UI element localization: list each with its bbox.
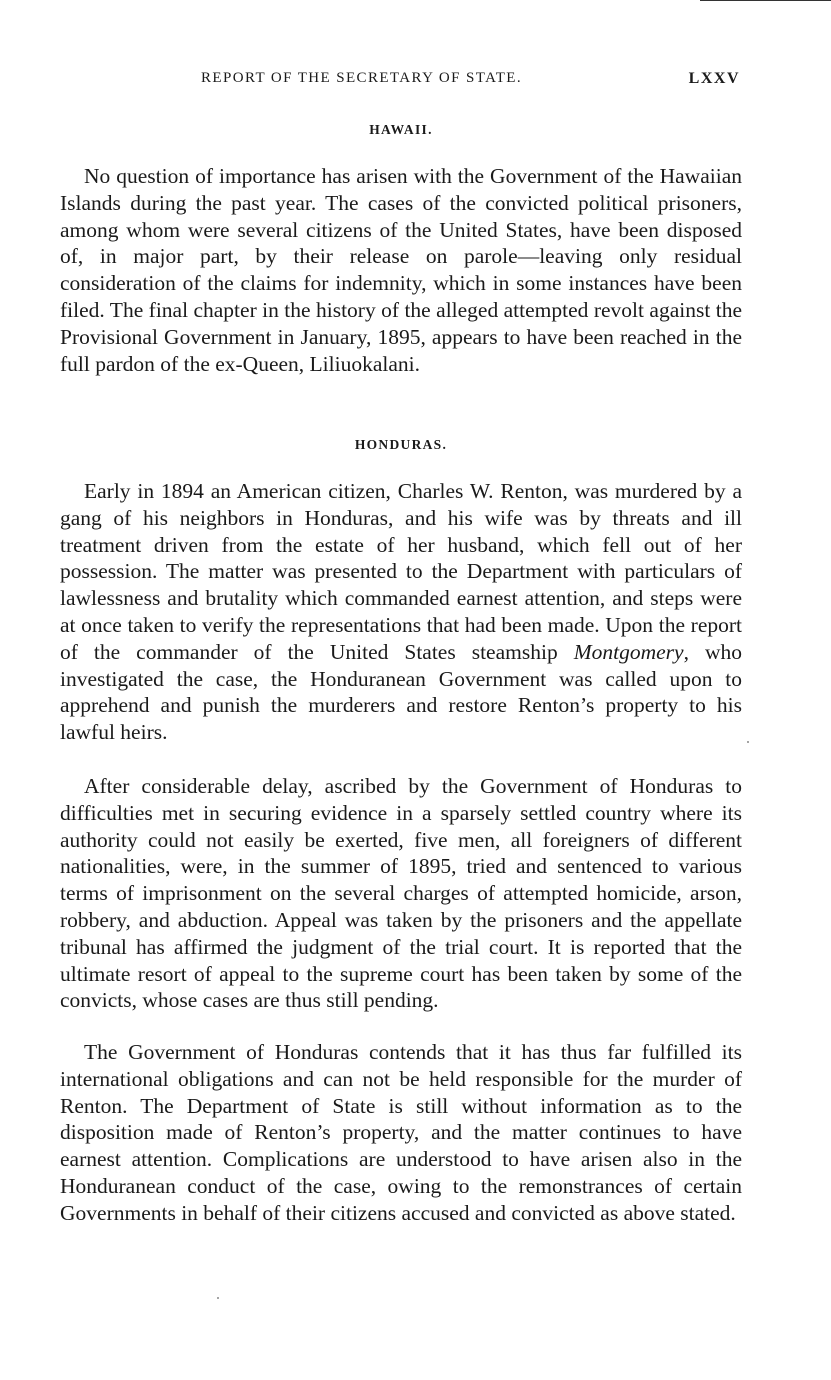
ship-name: Montgomery <box>573 639 684 664</box>
top-edge-rule <box>700 0 831 1</box>
running-head <box>60 70 742 94</box>
paper-speck <box>747 741 749 743</box>
paragraph-text-before-ship: Early in 1894 an American citizen, Charles W. Renton, was murdered by a gang of his neighbors in Honduras, and his wife was by threats and ill treatment driven from the estate of her husband, which fell out of her possession. The matter was presented to the Department with particulars of lawlessness and brutality which commanded earnest attention, and steps were at once taken to verify the representations that had been made. Upon the report of the commander of the United States steamship <box>60 479 742 664</box>
paragraph-honduras-1 <box>60 478 742 746</box>
paragraph-text-after-ship: , who investigated the case, the Honduranean Government was called upon to apprehend and punish the murderers and restore Renton’s property to his lawful heirs. <box>60 639 742 745</box>
paragraph-honduras-3: The Government of Honduras contends that it has thus far fulfilled its international obligations and can not be held responsible for the murder of Renton. The Department of State is still without information as to the disposition made of Renton’s property, and the matter continues to have earnest attention. Complications are understood to have arisen also in the Honduranean conduct of the case, owing to the remonstrances of certain Governments in behalf of their citizens accused and convicted as above stated. <box>60 1040 742 1225</box>
paragraph-hawaii: No question of importance has arisen with the Government of the Hawaiian Islands during the past year. The cases of the convicted political prisoners, among whom were several citizens of the United States, have been disposed of, in major part, by their release on parole—leaving only residual consideration of the claims for indemnity, which in some instances have been filed. The final chapter in the history of the alleged attempted revolt against the Provisional Government in January, 1895, appears to have been reached in the full pardon of the ex-Queen, Liliuokalani. <box>60 164 742 376</box>
section-heading-hawaii: HAWAII. <box>369 122 433 137</box>
paper-speck <box>217 1297 219 1299</box>
page-number: LXXV <box>688 70 740 87</box>
running-title: REPORT OF THE SECRETARY OF STATE. <box>201 70 522 86</box>
section-heading-honduras: HONDURAS. <box>354 437 448 452</box>
paragraph-honduras-2: After considerable delay, ascribed by the Government of Honduras to difficulties met in securing evidence in a sparsely settled country where its authority could not easily be exerted, five men, all foreigners of different nationalities, were, in the summer of 1895, tried and sentenced to various terms of imprisonment on the several charges of attempted homicide, arson, robbery, and abduction. Appeal was taken by the prisoners and the appellate tribunal has affirmed the judgment of the trial court. It is reported that the ultimate resort of appeal to the supreme court has been taken by some of the convicts, whose cases are thus still pending. <box>60 774 742 1013</box>
